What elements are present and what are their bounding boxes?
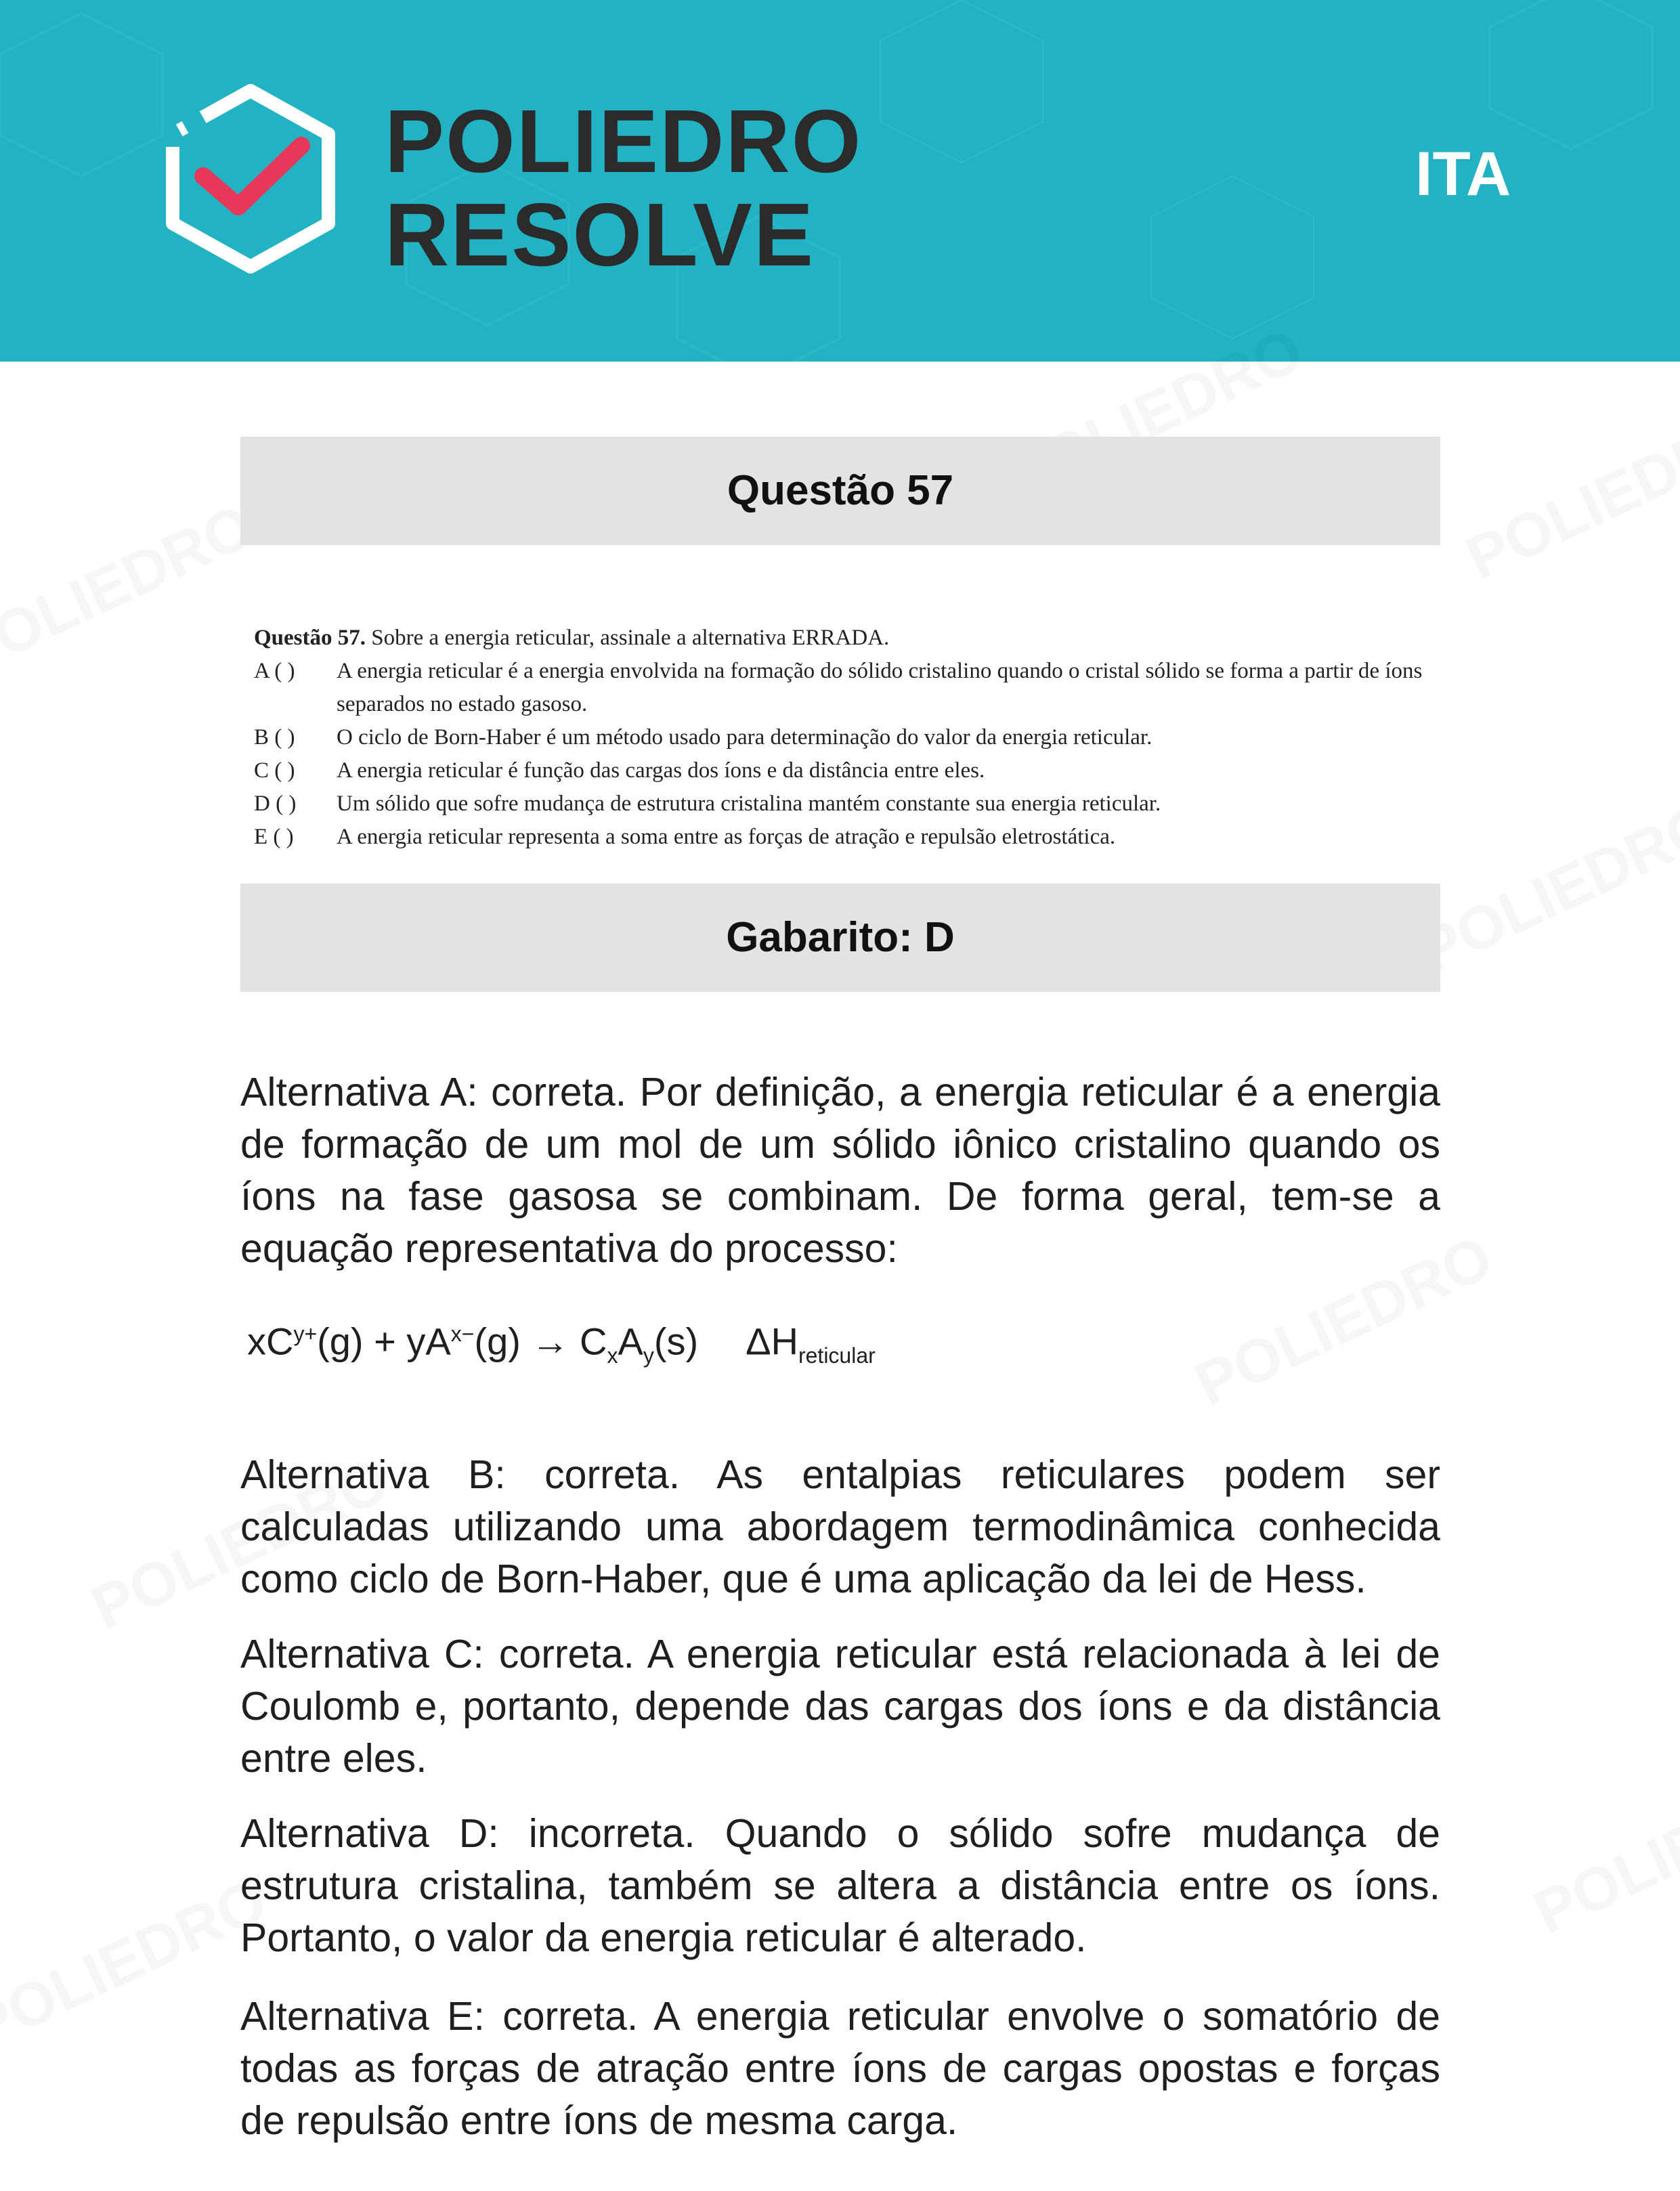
explanation-e: Alternativa E: correta. A energia reticular envolve o somatório de todas as forças de atração entre íons de cargas opostas e forças de repulsão entre íons de mesma carga. [240,1994,1440,2143]
option-letter: C ( ) [254,758,295,783]
option-text: A energia reticular é a energia envolvida na formação do sólido cristalino quando o cristal sólido se forma a partir de íons separados no estado gasoso. [337,659,1423,716]
option-text: A energia reticular representa a soma entre as forças de atração e repulsão eletrostática. [337,825,1116,849]
option-e [254,821,1432,854]
check-logo-icon [156,81,345,278]
option-b [254,721,1432,754]
explanation-a: Alternativa A: correta. Por definição, a energia reticular é a energia de formação de um mol de um sólido iônico cristalino quando os íons na fase gasosa se combinam. De forma geral, tem-se a equação representativa do processo: [240,1070,1440,1271]
question-title-bar: Questão 57 [240,437,1440,545]
watermark [1524,1751,1680,1949]
question-label: Questão 57. [254,626,366,650]
option-a [254,655,1432,721]
eq-middle-1: (g) + yA [317,1320,451,1363]
watermark [0,491,264,689]
option-text: A energia reticular é função das cargas dos íons e da distância entre eles. [337,758,985,783]
eq-sub-y: y [643,1343,654,1368]
watermark [1456,396,1680,594]
option-letter: D ( ) [254,791,297,816]
option-letter: E ( ) [254,825,294,849]
brand-name [385,91,994,284]
header-banner [0,0,1680,362]
eq-anion-charge: x− [450,1322,475,1346]
eq-delta-h: ΔH [746,1320,798,1363]
brand-line-2: RESOLVE [385,185,815,284]
eq-sub-x: x [607,1343,618,1368]
eq-cation-charge: y+ [293,1322,318,1346]
answer-bar: Gabarito: D [240,884,1440,992]
eq-anion-product: A [618,1320,643,1363]
question-stem-text: Sobre a energia reticular, assinale a alternativa ERRADA. [371,626,890,650]
question-stem [254,622,1432,655]
option-c [254,754,1432,787]
eq-middle-2: (g) → C [474,1320,607,1363]
option-letter: A ( ) [254,659,295,683]
option-text: O ciclo de Born-Haber é um método usado para determinação do valor da energia reticular. [337,725,1153,750]
option-d [254,787,1432,821]
explanation-c: Alternativa C: correta. A energia reticular está relacionada à lei de Coulomb e, portanto, depende das cargas dos íons e da distância entre eles. [240,1632,1440,1781]
exam-label: ITA [1415,139,1511,209]
eq-cation: xC [247,1320,294,1363]
watermark [1408,789,1680,987]
question-statement [254,622,1432,854]
eq-delta-sub: reticular [798,1343,876,1368]
option-text: Um sólido que sofre mudança de estrutura cristalina mantém constante sua energia reticular. [337,791,1161,816]
lattice-energy-equation [247,1303,1060,1368]
watermark [0,1866,278,2064]
explanation-b: Alternativa B: correta. As entalpias reticulares podem ser calculadas utilizando uma abordagem termodinâmica conhecida como ciclo de Born-Haber, que é uma aplicação da lei de Hess. [240,1452,1440,1601]
eq-state: (s) [653,1320,699,1363]
option-letter: B ( ) [254,725,295,750]
brand-line-1: POLIEDRO [385,91,863,191]
explanation-d: Alternativa D: incorreta. Quando o sólido sofre mudança de estrutura cristalina, também se altera a distância entre os íons. Portanto, o valor da energia reticular é alterado. [240,1811,1440,1960]
